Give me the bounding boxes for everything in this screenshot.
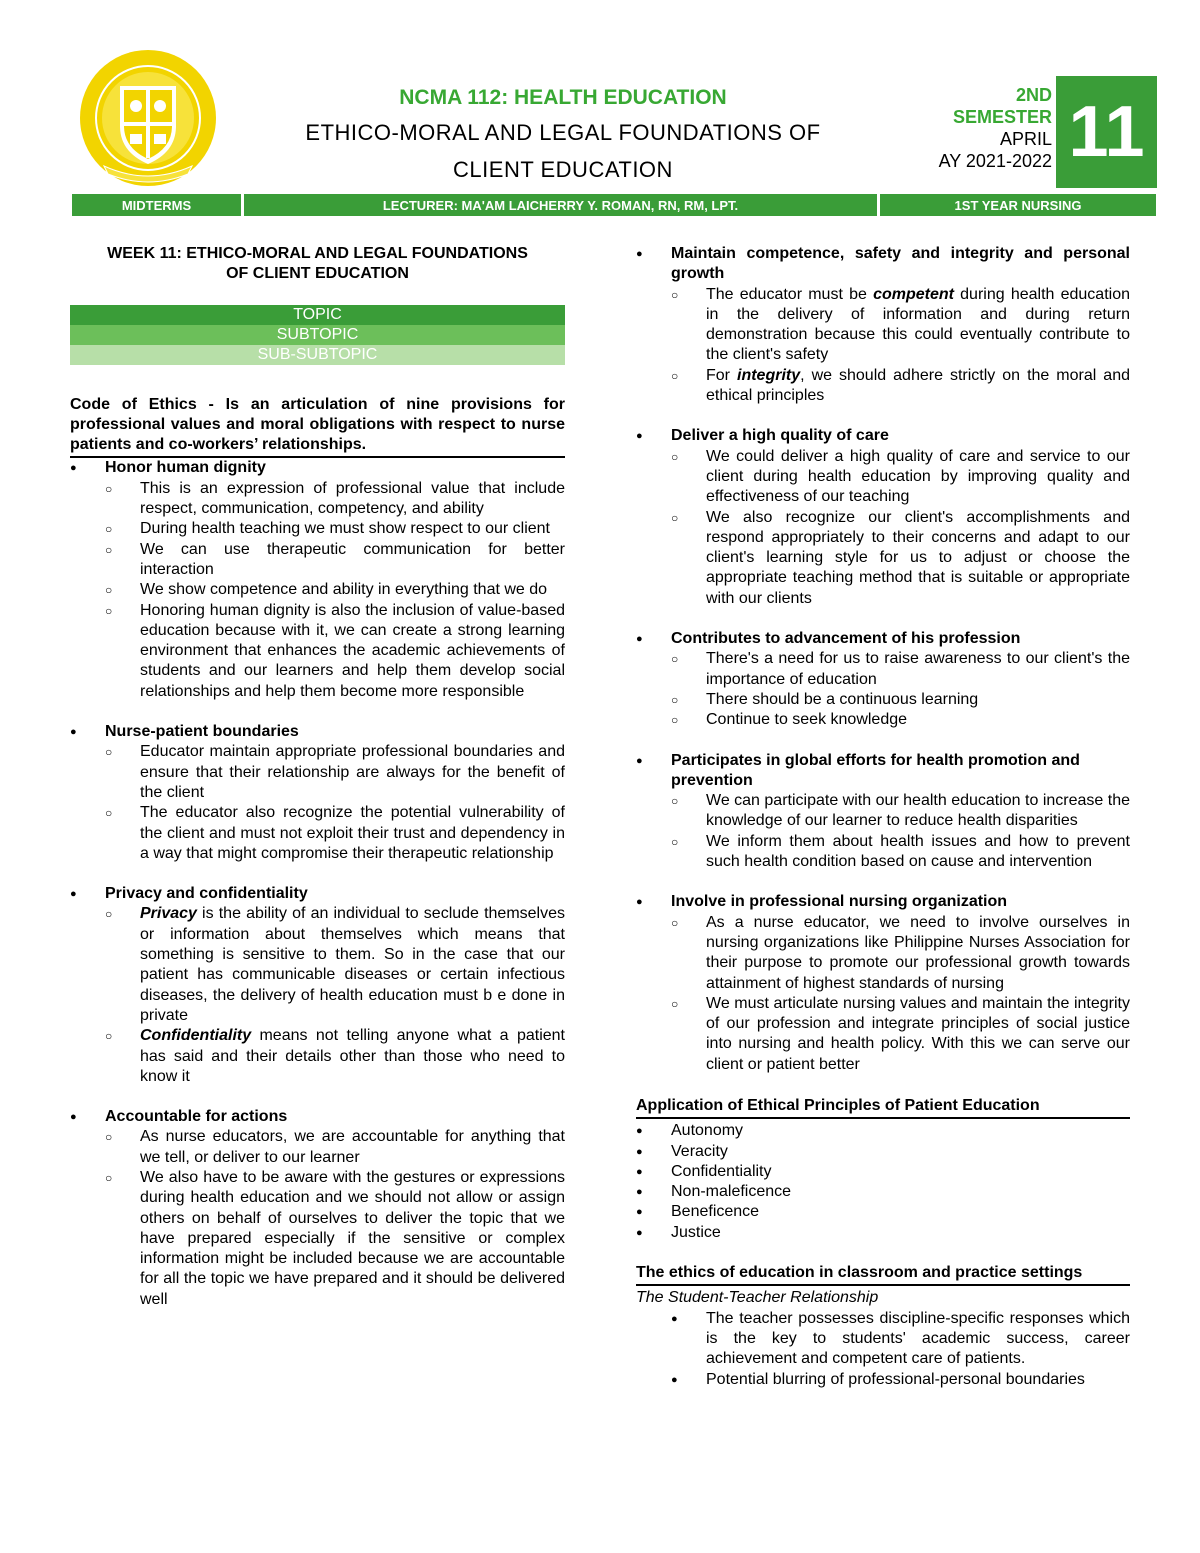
provision-heading: ● Privacy and confidentiality	[105, 885, 308, 903]
sub-item: ○ We also recognize our client's accomplishments and respond appropriately to their concerns and adapt to our client's learning style for us to adjust or choose the appropriate teaching method that is suitable or appropriate with our clients	[671, 508, 1130, 609]
principle-item: ● Autonomy	[636, 1121, 1130, 1141]
competent-term: competent	[873, 285, 954, 303]
sub-item: ○ We could deliver a high quality of care and service to our client during health education by improving quality and effectiveness of our teaching	[671, 447, 1130, 508]
sub-item: ○ Honoring human dignity is also the inclusion of value-based education because with it, we can create a strong learning environment that enhances the academic achievements of students and our learners and help them develop social relationships and help them become more responsible	[105, 601, 565, 702]
term-bar: MIDTERMS	[71, 193, 242, 217]
relationship-item: ● The teacher possesses discipline-specific responses which is the key to students' academic success, career achievement and competent care of patients.	[636, 1309, 1130, 1370]
classroom-ethics-heading: The ethics of education in classroom and practice settings	[636, 1263, 1130, 1286]
provision-heading: ● Participates in global efforts for health promotion and prevention	[671, 751, 1080, 789]
sub-item-text: For	[706, 366, 737, 384]
sub-item: ○ This is an expression of professional value that include respect, communication, competency, and ability	[105, 479, 565, 520]
list-item	[70, 1107, 565, 1310]
principle-item: ● Justice	[636, 1223, 1130, 1243]
sub-item: ○ There's a need for us to raise awareness to our client's the importance of education	[671, 649, 1130, 690]
list-item	[636, 629, 1130, 750]
sub-item: ○ Educator maintain appropriate professional boundaries and ensure that their relationship are always for the benefit of the client	[105, 742, 565, 803]
week-title-line-1: WEEK 11: ETHICO-MORAL AND LEGAL FOUNDATIONS	[107, 245, 528, 262]
sub-item-text: The educator must be	[706, 285, 874, 303]
principle-item: ● Veracity	[636, 1142, 1130, 1162]
sub-item: ○ There should be a continuous learning	[671, 690, 1130, 710]
relationship-list	[636, 1309, 1130, 1390]
right-column	[636, 244, 1130, 1390]
sub-item: ○ We show competence and ability in everything that we do	[105, 580, 565, 600]
legend-sub-subtopic: SUB-SUBTOPIC	[70, 345, 565, 365]
week-title	[70, 244, 565, 285]
list-item	[636, 892, 1130, 1075]
sub-item	[671, 366, 1130, 407]
sub-item: ○ We inform them about health issues and how to prevent such health condition based on cause and intervention	[671, 832, 1130, 873]
sub-item	[105, 904, 565, 1026]
provision-heading: ● Contributes to advancement of his profession	[671, 630, 1021, 648]
sub-item: ○ We can use therapeutic communication for better interaction	[105, 540, 565, 581]
list-item	[70, 458, 565, 722]
principle-item: ● Non-maleficence	[636, 1182, 1130, 1202]
semester-info	[900, 84, 1052, 172]
year-level-bar: 1ST YEAR NURSING	[879, 193, 1157, 217]
principle-item: ● Beneficence	[636, 1202, 1130, 1222]
list-item	[636, 426, 1130, 629]
provision-heading: ● Involve in professional nursing organization	[671, 893, 1008, 911]
provision-heading: ● Deliver a high quality of care	[671, 427, 889, 445]
lecturer-bar: LECTURER: MA'AM LAICHERRY Y. ROMAN, RN, RM, LPT.	[243, 193, 878, 217]
ethics-provisions-list	[70, 458, 565, 1310]
sub-item: ○ We can participate with our health education to increase the knowledge of our learner to reduce health disparities	[671, 791, 1130, 832]
left-column	[70, 244, 565, 1310]
legend-subtopic: SUBTOPIC	[70, 325, 565, 345]
semester-number: 2ND	[1015, 85, 1052, 105]
privacy-term: Privacy	[140, 905, 197, 923]
relationship-subheading: The Student-Teacher Relationship	[636, 1289, 879, 1307]
relationship-item: ● Potential blurring of professional-personal boundaries	[636, 1370, 1130, 1390]
list-item	[636, 244, 1130, 426]
application-heading: Application of Ethical Principles of Patient Education	[636, 1096, 1130, 1119]
provision-heading: ● Maintain competence, safety and integrity and personal growth	[671, 245, 1130, 283]
sub-item-text: , we should adhere strictly on the moral and ethical principles	[706, 366, 1130, 405]
provision-heading: ● Nurse-patient boundaries	[105, 723, 299, 741]
sub-item-text: during health education in the delivery of information and during return demonstration because this could eventually contribute to the client's safety	[706, 285, 1130, 364]
sub-item	[105, 1026, 565, 1087]
sub-item: ○ We must articulate nursing values and maintain the integrity of our profession and integrate principles of social justice into nursing and health policy. With this we can serve our client or patient better	[671, 994, 1130, 1075]
principle-item: ● Confidentiality	[636, 1162, 1130, 1182]
provision-heading: ● Honor human dignity	[105, 459, 266, 477]
code-of-ethics-definition: Code of Ethics - Is an articulation of nine provisions for professional values and moral obligations with respect to nurse patients and co-workers’ relationships.	[70, 395, 565, 459]
list-item	[70, 884, 565, 1107]
lesson-title-line-1: ETHICO-MORAL AND LEGAL FOUNDATIONS OF	[305, 120, 821, 145]
lesson-title-line-2: CLIENT EDUCATION	[453, 157, 673, 182]
academic-year: AY 2021-2022	[938, 151, 1052, 171]
sub-item: ○ As nurse educators, we are accountable for anything that we tell, or deliver to our learner	[105, 1127, 565, 1168]
week-number-badge: 11	[1056, 76, 1157, 188]
legend-topic: TOPIC	[70, 305, 565, 325]
university-seal-logo	[78, 48, 218, 188]
month-label: APRIL	[999, 129, 1052, 149]
integrity-term: integrity	[737, 366, 801, 384]
principles-list	[636, 1121, 1130, 1243]
list-item	[636, 751, 1130, 893]
sub-item: ○ Continue to seek knowledge	[671, 710, 1130, 730]
privacy-text: is the ability of an individual to seclude themselves or information about themselves which means that something is sensitive to them. So in the case that our patient has communicable diseases or certain infectious diseases, the delivery of health education must b e done in private	[140, 905, 565, 1024]
sub-item: ○ As a nurse educator, we need to involve ourselves in nursing organizations like Philippine Nurses Association for their purpose to promote our professional growth towards attainment of highest standards of nursing	[671, 913, 1130, 994]
ethics-provisions-list-continued	[636, 244, 1130, 1075]
provision-heading: ● Accountable for actions	[105, 1108, 288, 1126]
sub-item: ○ We also have to be aware with the gestures or expressions during health education and we should not allow or assign others on behalf of ourselves to deliver the topic that we have prepared especially if the sensitive or complex information might be included because we are accountable for all the topic we have prepared and it should be delivered well	[105, 1168, 565, 1310]
course-title: NCMA 112: HEALTH EDUCATION	[399, 86, 727, 109]
sub-item: ○ The educator also recognize the potential vulnerability of the client and must not exploit their trust and dependency in a way that might compromise their therapeutic relationship	[105, 803, 565, 864]
sub-item: ○ During health teaching we must show respect to our client	[105, 519, 565, 539]
week-title-line-2: OF CLIENT EDUCATION	[226, 265, 409, 283]
sub-item	[671, 285, 1130, 366]
list-item	[70, 722, 565, 884]
semester-label: SEMESTER	[952, 107, 1052, 127]
confidentiality-text: means not telling anyone what a patient has said and their details other than those who need to know it	[140, 1027, 565, 1085]
confidentiality-term: Confidentiality	[140, 1027, 252, 1045]
